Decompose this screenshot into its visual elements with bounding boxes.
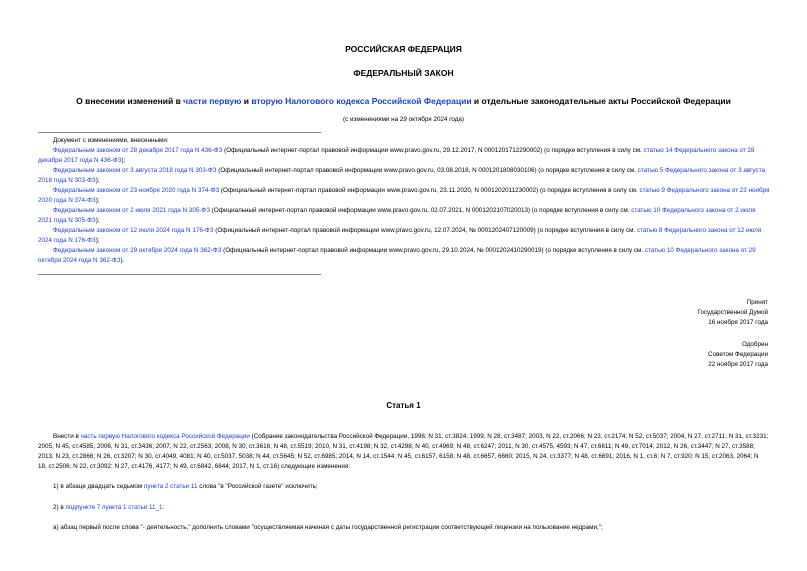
change-article-link[interactable]: статью 10 Федерального закона от 2 июля 2021 года N 305-ФЗ [38,207,756,224]
adopted-body: Государственной Думой [697,309,768,316]
country-heading: РОССИЙСКАЯ ФЕДЕРАЦИЯ [345,44,462,54]
article-intro-paragraph [38,432,769,472]
intro-text-2: (Собрание законодательства Российской Федерации, 1998, N 31, ст.3824; 1999, N 28, ст.3487; 2003, N 22, ст.2066; N 23, ст.2174; N 52, ст.5037; 2004, N 27, ст.2711; N 31, ст.3231; 2005, N 45, ст.4585; 2006, N 31, ст.3436; 2007, N 22, ст.2563; 2008, N 30, ст.3616; N 48, ст.5519; 2010, N 31, ст.4198; N 32, ст.4298; N 40, ст.4969; N 48, ст.6247; 2011, N 30, ст.4575, 4593; N 47, ст.6611; N 49, ст.7014; 2012, N 26, ст.3447; N 27, ст.3588; 2013, N 23, ст.2866; N 26, ст.3207; N 30, ст.4049, 4081; N 40, ст.5037, 5038; N 44, ст.5645; N 52, ст.6985; 2014, N 14, ст.1544; N 45, ст.6157, 6158; N 48, ст.6657, 6660; 2015, N 24, ст.3377; N 48, ст.6691; 2016, N 1, ст.6; N 7, ст.920; N 15, ст.2063, 2064; N 18, ст.2506; N 22, ст.3092; N 27, ст.4176, 4177; N 49, ст.6842, 6844; 2017, N 1, ст.16) следующие изменения: [38,433,769,470]
change-law-link[interactable]: Федеральным законом от 28 декабря 2017 года N 436-ФЗ [53,147,223,154]
change-article-link[interactable]: статью 14 Федерального закона от 28 декабря 2017 года N 436-ФЗ [38,147,755,164]
article-subpoint-a [38,523,769,533]
change-tail: ). [120,257,125,264]
title-text-2: и [241,96,252,106]
intro-text-1: Внести в [53,433,81,440]
approved-date: 22 ноября 2017 года [708,361,768,368]
change-tail: ); [95,217,100,224]
title-text-1: О внесении изменений в [76,96,184,106]
change-article-link[interactable]: статью 9 Федерального закона от 23 ноября 2020 года N 374-ФЗ [38,187,770,204]
title-link-part-one[interactable]: части первую [183,96,242,106]
change-text: (Официальный интернет-портал правовой информации www.pravo.gov.ru, 29.10.2024, № 0001202410290019) (о порядке вступления в силу см. [221,247,645,254]
change-text: (Официальный интернет-портал правовой информации www.pravo.gov.ru, 29.12.2017, N 0001201712290002) (о порядке вступления в силу см. [222,147,644,154]
change-article-link[interactable]: статью 8 Федерального закона от 12 июля 2024 года N 176-ФЗ [38,227,762,244]
change-law-link[interactable]: Федеральным законом от 12 июля 2024 года N 176-ФЗ [53,227,214,234]
law-title [0,96,807,106]
divider-top [38,132,321,133]
point-1-paragraph [38,482,769,492]
change-tail: ); [95,177,100,184]
divider-bottom [38,274,321,275]
point-1-link[interactable]: пункта 2 статьи 11 [143,483,198,490]
title-text-3: и отдельные законодательные акты Российской Федерации [471,96,731,106]
intro-link-tax-code[interactable]: часть первую Налогового кодекса Российской Федерации [80,433,250,440]
point-2-text-2: : [162,504,165,511]
change-item [38,186,770,206]
change-article-link[interactable]: статью 5 Федерального закона от 3 августа 2018 года N 303-ФЗ [38,167,766,184]
change-law-link[interactable]: Федеральным законом от 29 октября 2024 года N 362-ФЗ [53,247,222,254]
article-point-1 [38,482,769,492]
adopted-date: 16 ноября 2017 года [708,319,768,326]
change-item [38,226,770,246]
changes-intro: Документ с изменениями, внесенными: [53,137,169,144]
point-1-text-2: слова "в "Российской газете" исключить; [197,483,318,490]
changes-list [38,136,770,266]
change-law-link[interactable]: Федеральным законом от 23 ноября 2020 года N 374-ФЗ [53,187,220,194]
change-law-link[interactable]: Федеральным законом от 2 июля 2021 года N 305-ФЗ [53,207,211,214]
change-item [38,246,770,266]
article-point-2 [38,503,769,513]
point-1-text-1: 1) в абзаце двадцать седьмом [53,483,144,490]
change-item [38,146,770,166]
change-text: (Официальный интернет-портал правовой информации www.pravo.gov.ru, 03.08.2018, N 0001201808030106) (о порядке вступления в силу см. [216,167,638,174]
change-item [38,166,770,186]
article-intro [38,432,769,472]
point-2-text-1: 2) в [53,504,66,511]
change-tail: ); [121,157,126,164]
point-2-link[interactable]: подпункте 7 пункта 1 статьи 11_1 [65,504,163,511]
title-link-tax-code[interactable]: вторую Налогового кодекса Российской Федерации [251,96,472,106]
point-2-paragraph [38,503,769,513]
law-type-heading: ФЕДЕРАЛЬНЫЙ ЗАКОН [353,68,454,78]
change-text: (Официальный интернет-портал правовой информации www.pravo.gov.ru, 02.07.2021, N 0001202107020013) (о порядке вступления в силу см. [210,207,632,214]
change-item [38,206,770,226]
change-text: (Официальный интернет-портал правовой информации www.pravo.gov.ru, 12.07.2024, № 0001202407120009) (о порядке вступления в силу см. [213,227,637,234]
change-article-link[interactable]: статью 10 Федерального закона от 29 октября 2024 года N 362-ФЗ [38,247,756,264]
edition-note: (с изменениями на 29 октября 2024 года) [342,116,465,123]
change-tail: ); [95,197,100,204]
change-tail: ); [95,237,100,244]
approved-label: Одобрен [741,341,768,348]
change-law-link[interactable]: Федеральным законом от 3 августа 2018 года N 303-ФЗ [53,167,217,174]
approved-block [708,340,768,370]
approved-body: Советом Федерации [708,351,768,358]
subpoint-a-paragraph: а) абзац первый после слова "- деятельность," дополнить словами "осуществляемая начиная с даты государственной регистрации соответствующей лицензии на пользование недрами,"; [53,524,603,531]
adopted-label: Принят [746,299,768,306]
article-title: Статья 1 [386,401,421,410]
change-text: (Официальный интернет-портал правовой информации www.pravo.gov.ru, 23.11.2020, N 0001202011230002) (о порядке вступления в силу см. [219,187,640,194]
adopted-block [697,298,768,328]
